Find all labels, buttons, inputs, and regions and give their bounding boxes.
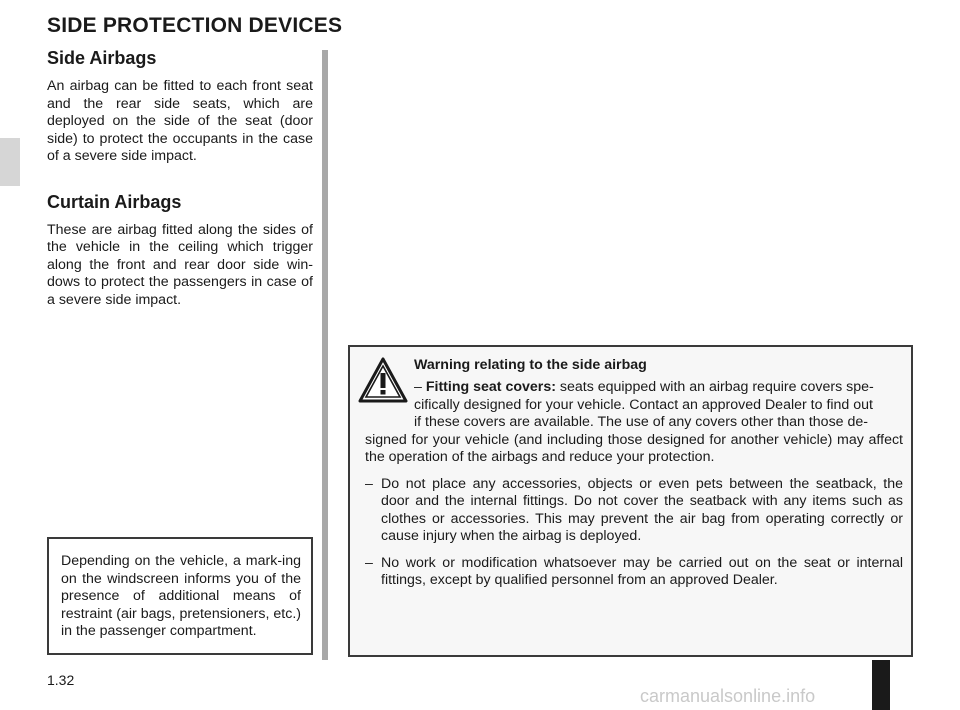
windscreen-note-text: Depending on the vehicle, a mark-ing on the windscreen informs you of the presence of additional means of restraint (air bags, pretensioners, etc.) in the passenger compartment. <box>61 553 301 639</box>
page-number: 1.32 <box>47 672 75 688</box>
warning-item-lead: Fitting seat covers: <box>425 379 556 395</box>
warning-item-text: No work or modification whatsoever may be carried out on the seat or internal fittings, except by qualified personnel from an approved Dealer. <box>381 554 903 588</box>
warning-item-line: seats equipped with an airbag require covers spe- <box>555 379 874 395</box>
page-title: SIDE PROTECTION DEVICES <box>47 14 343 37</box>
warning-item-dash: – <box>414 379 422 395</box>
chapter-tab <box>0 138 20 186</box>
watermark: carmanualsonline.info <box>640 686 816 706</box>
left-column <box>47 48 313 335</box>
warning-item-dash: – <box>365 554 373 571</box>
warning-item-text: Do not place any accessories, objects or even pets between the seatback, the door and the internal fittings. Do not cover the seatback with any items such as clothes or accessories. This may prevent the air bag from operating correctly or cause injury when the airbag is deployed. <box>381 475 903 544</box>
side-airbags-text: An airbag can be fitted to each front seat and the rear side seats, which are deployed on the side of the seat (door side) to protect the occupants in the case of a severe side impact. <box>47 78 313 164</box>
warning-item-line: signed for your vehicle (and including those designed for another vehicle) may affect the operation of the airbags and reduce your protection. <box>365 431 903 465</box>
warning-item-modification <box>365 555 903 590</box>
page-corner-mark <box>872 660 890 710</box>
warning-item-line: if these covers are available. The use of any covers other than those de- <box>414 414 868 430</box>
warning-item-accessories <box>365 476 903 546</box>
warning-content <box>365 379 903 599</box>
warning-item-dash: – <box>365 475 373 492</box>
windscreen-note-box <box>47 537 313 655</box>
side-airbag-warning-box <box>348 345 913 657</box>
warning-item-line: cifically designed for your vehicle. Contact an approved Dealer to find out <box>414 396 873 413</box>
warning-title: Warning relating to the side airbag <box>414 357 647 373</box>
warning-item-seat-covers <box>365 379 903 467</box>
side-airbags-heading: Side Airbags <box>47 48 157 68</box>
curtain-airbags-heading: Curtain Airbags <box>47 191 182 212</box>
column-divider <box>322 50 328 660</box>
curtain-airbags-text: These are airbag fitted along the sides of the vehicle in the ceiling which trigger along the front and rear door side win-dows to protect the passengers in case of a severe side impact. <box>47 221 313 308</box>
